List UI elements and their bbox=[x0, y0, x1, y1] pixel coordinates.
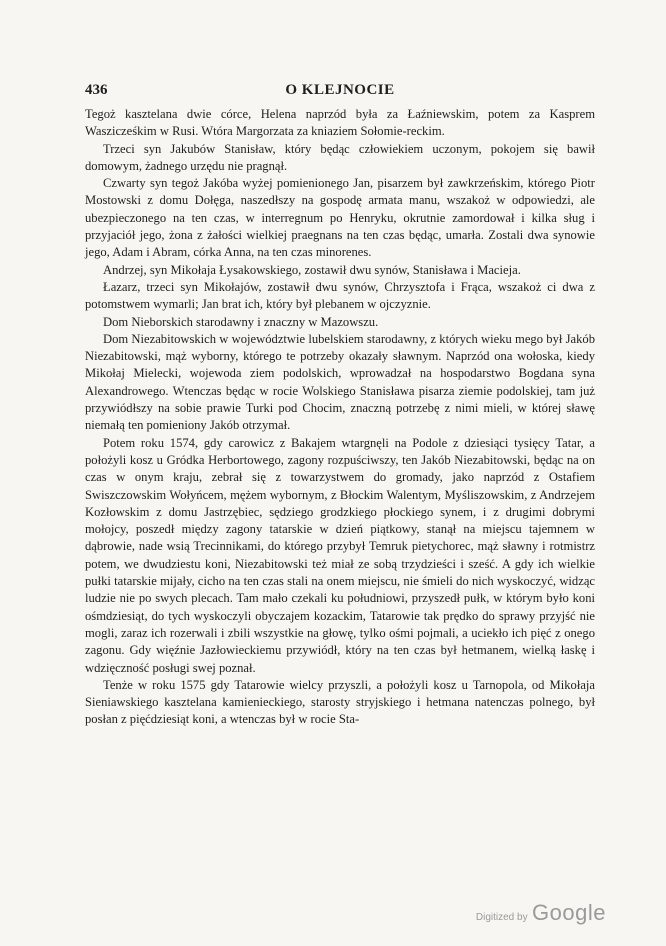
paragraph: Andrzej, syn Mikołaja Łysakowskiego, zostawił dwu synów, Stanisława i Macieja. bbox=[103, 262, 521, 277]
page-body bbox=[85, 106, 595, 729]
paragraph: Łazarz, trzeci syn Mikołajów, zostawił dwu synów, Chrzysztofa i Frąca, wszakoż ci dwa z potomstwem wymarli; Jan brat ich, który był plebanem w ojczyznie. bbox=[85, 279, 595, 312]
page-number: 436 bbox=[85, 82, 108, 98]
paragraph: Czwarty syn tegoż Jakóba wyżej pomienionego Jan, pisarzem był zawkrzeńskim, którego Piotr Mostowski z domu Dołęga, naszedłszy na gospodę armata manu, wszakoż w odpowiedzi, ale ubezpieczonego na ten czas, w interregnum po Henryku, okrutnie zamordował i kilka sług i przyjaciół jego, żona z żałości wielkiej praegnans na ten czas będąc, umarła. Zostali dwa synowie jego, Adam i Abram, córka Anna, na ten czas minorenes. bbox=[85, 176, 595, 260]
page-header bbox=[85, 82, 595, 102]
digitization-watermark bbox=[476, 900, 606, 926]
paragraph: Dom Nieborskich starodawny i znaczny w Mazowszu. bbox=[103, 314, 379, 329]
paragraph: Dom Niezabitowskich w województwie lubelskiem starodawny, z których wieku mego był Jakób Niezabitowski, mąż wyborny, którego te potrzeby okazały sławnym. Naprzód ona wołoska, kiedy Mikołaj Mielecki, wojewoda ziem podolskich, wprowadzał na hospodarstwo Bogdana syna Alexandrowego. Wtenczas będąc w rocie Wolskiego Stanisława pisarza ziemie podolskiej, tam już przywiódłszy na sobie prawie Turki pod Chocim, znaczną potrzebę z nimi mieli, w której sławę niemałą ten pomieniony Jakób otrzymał. bbox=[85, 331, 595, 433]
paragraph: Trzeci syn Jakubów Stanisław, który będąc człowiekiem uczonym, pokojem się bawił domowym, żadnego urzędu nie pragnął. bbox=[85, 141, 595, 173]
digitized-label: Digitized by bbox=[475, 912, 528, 923]
running-title: O KLEJNOCIE bbox=[285, 82, 395, 98]
paragraph: Tenże w roku 1575 gdy Tatarowie wielcy przyszli, a położyli kosz u Tarnopola, od Mikołaja Sieniawskiego kasztelana kamienieckiego, starosty stryjskiego i hetmana natenczas polnego, był posłan z pięćdziesiąt koni, a wtenczas był w rocie Sta- bbox=[85, 677, 595, 727]
google-logo: Google bbox=[532, 900, 606, 925]
paragraph: Potem roku 1574, gdy carowicz z Bakajem wtargnęli na Podole z dziesiąci tysięcy Tatar, a położyli kosz u Gródka Herbortowego, zagony rozpuściwszy, ten Jakób Niezabitowski, będąc na on czas w onym kraju, zebrał się z towarzystwem do gromady, jako naprzód z Ostafiem Swiszczowskim Wołyńcem, mężem wybornym, z Błockim Walentym, Myśliszowskim, z Andrzejem Kozłowskim z domu Jastrzębiec, sędziego grodzkiego płockiego synem, i z drugimi dobrymi mołojcy, poszedł między zagony tatarskie w dzień piątkowy, stanął na miejscu tajemnem w dąbrowie, nade wsią Trecinnikami, do którego przybył Temruk pietychorec, mąż sławny i rotmistrz potem, we dwudziestu koni, Niezabitowski też miał ze sobą trzydzieści i sześć. A gdy ich wielkie pułki tatarskie mijały, cicho na ten czas stali na onem miejscu, nie śmieli do nich wyskoczyć, widząc ludzie nie po swych plecach. Tam mało czekali ku południowi, przyszedł pułk, w którym było koni ośmdziesiąt, do tych wyskoczyli obyczajem kozackim, Tatarowie tak prędko do sprawy przyjść nie mogli, zaraz ich rozerwali i zbili wszystkie na głowę, tylko ośmi pojmali, a uciekło ich pięć z onego zagonu. Gdy więźnie Jazłowieckiemu przywiódł, który na ten czas był hetmanem, wielką łaskę i wdzięczność posługi swej poznał. bbox=[85, 435, 595, 675]
paragraph: Tegoż kasztelana dwie córce, Helena naprzód była za Łaźniewskim, potem za Kasprem Waszicześkim w Rusi. Wtóra Margorzata za kniaziem Sołomie-reckim. bbox=[85, 107, 595, 139]
